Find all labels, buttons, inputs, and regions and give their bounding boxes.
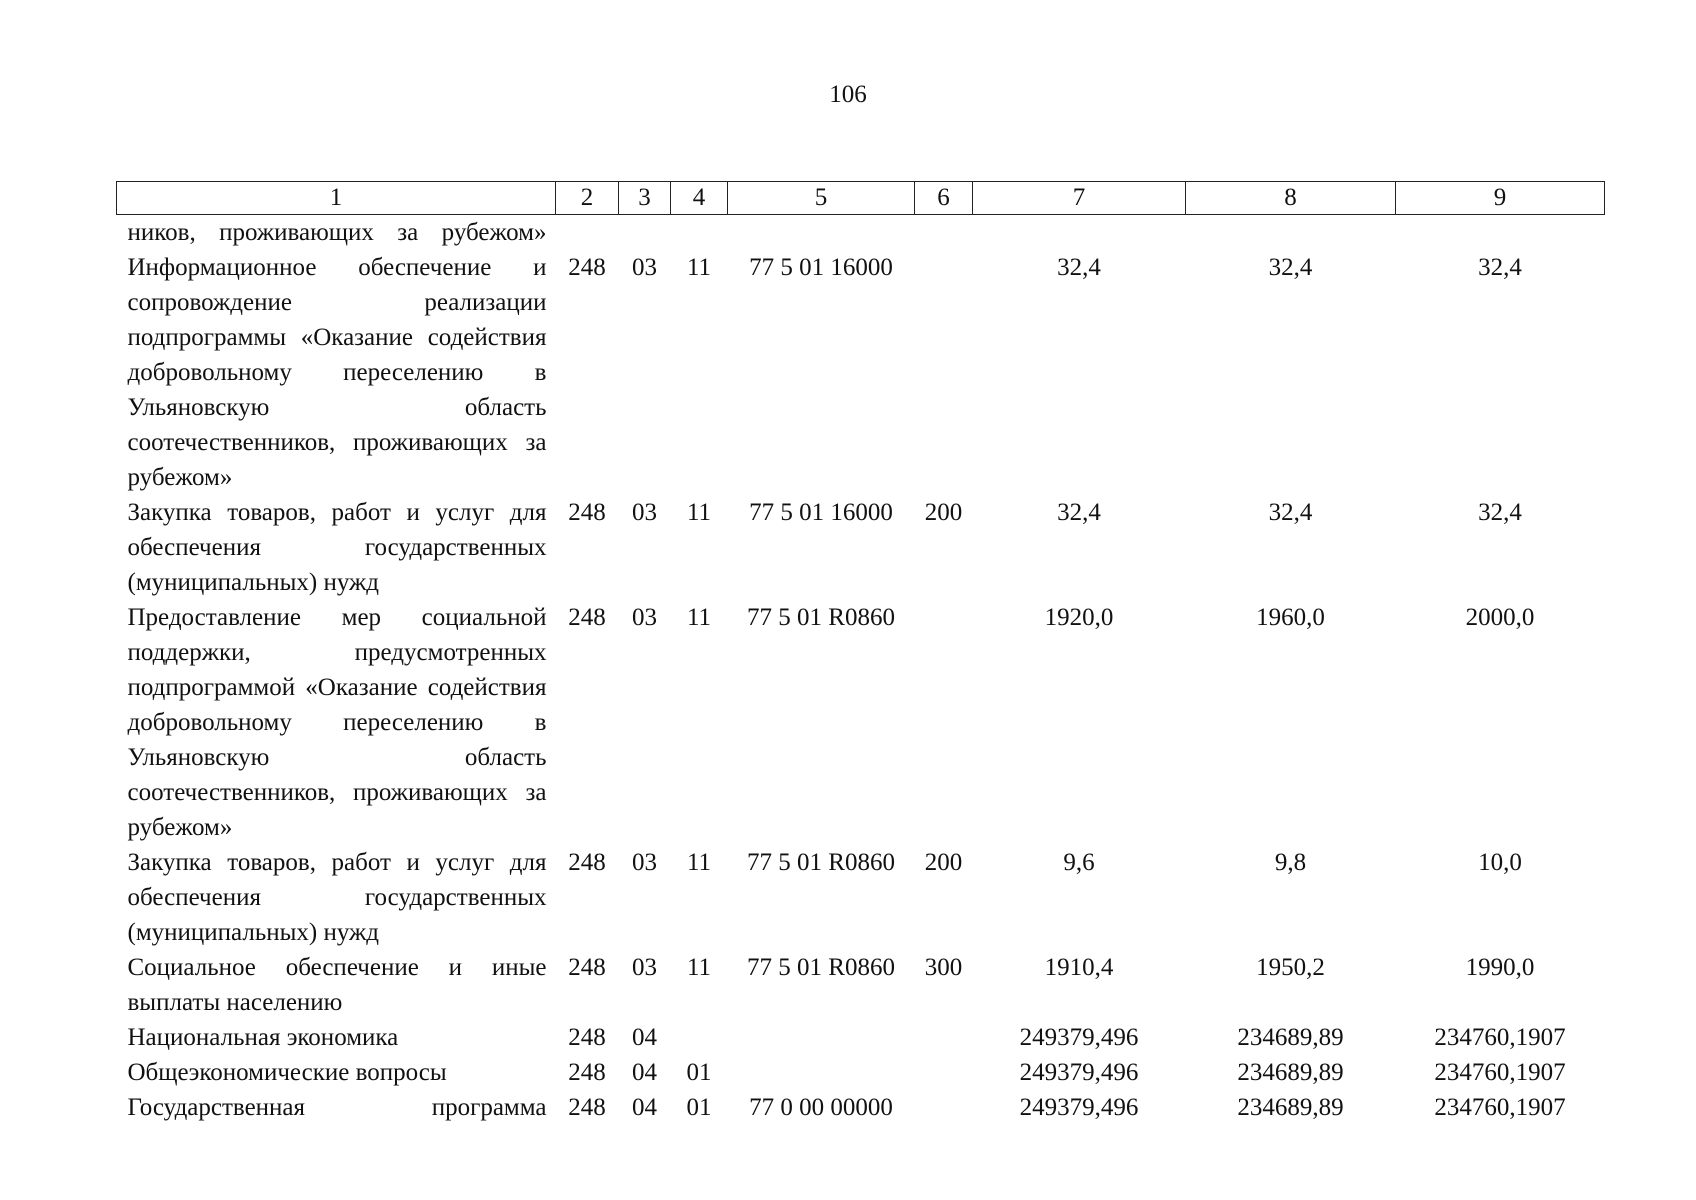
header-col-3: 3 xyxy=(619,182,671,215)
header-col-2: 2 xyxy=(556,182,619,215)
header-col-7: 7 xyxy=(973,182,1186,215)
row-ministry-code: 248 xyxy=(568,1024,606,1051)
row-name: Предоставление мер социальной поддержки, предусмотренных подпрограммой «Оказание содействия добровольному переселению в Ульяновскую область соотечественников, проживающих за рубежом» xyxy=(127,604,547,841)
row-amount-col-7: 249379,496 xyxy=(1019,1059,1139,1086)
row-ministry-code: 248 xyxy=(568,604,606,631)
row-subsection-code: 01 xyxy=(686,1059,712,1086)
row-amount-col-8: 234689,89 xyxy=(1237,1024,1344,1051)
row-amount-col-7 xyxy=(973,215,1186,251)
row-section-code: 03 xyxy=(632,604,657,631)
table-row xyxy=(117,845,1605,950)
row-amount-col-7: 249379,496 xyxy=(1019,1024,1139,1051)
row-target-article: 77 5 01 R0860 xyxy=(747,954,895,981)
table-row xyxy=(117,495,1605,600)
row-section-code: 03 xyxy=(632,849,657,876)
row-target-article: 77 5 01 16000 xyxy=(749,499,893,526)
row-target-article xyxy=(728,1020,915,1055)
row-ministry-code: 248 xyxy=(568,499,606,526)
row-subsection-code: 11 xyxy=(686,499,712,526)
row-target-article: 77 5 01 R0860 xyxy=(747,849,895,876)
row-ministry-code: 248 xyxy=(568,1059,606,1086)
row-target-article: 77 5 01 16000 xyxy=(749,254,893,281)
row-subsection-code: 01 xyxy=(686,1094,712,1121)
row-amount-col-7: 1910,4 xyxy=(1044,954,1114,981)
row-amount-col-8: 32,4 xyxy=(1268,254,1313,281)
row-name: Закупка товаров, работ и услуг для обеспечения государственных (муниципальных) нужд xyxy=(127,849,547,946)
row-amount-col-8: 1950,2 xyxy=(1256,954,1325,981)
row-section-code: 04 xyxy=(632,1094,657,1121)
row-name: Национальная экономика xyxy=(127,1024,399,1051)
row-amount-col-9: 2000,0 xyxy=(1465,604,1535,631)
header-col-8: 8 xyxy=(1186,182,1396,215)
row-expense-type xyxy=(915,1020,973,1055)
row-target-article: 77 0 00 00000 xyxy=(749,1094,893,1121)
row-amount-col-9: 234760,1907 xyxy=(1434,1059,1566,1086)
row-amount-col-8: 234689,89 xyxy=(1237,1094,1344,1121)
row-expense-type xyxy=(915,600,973,845)
row-amount-col-7: 32,4 xyxy=(1057,254,1101,281)
row-amount-col-9: 234760,1907 xyxy=(1434,1024,1566,1051)
table-header xyxy=(117,182,1605,215)
row-section-code: 03 xyxy=(632,254,657,281)
row-ministry-code: 248 xyxy=(568,254,606,281)
table-header-row xyxy=(117,182,1605,215)
row-target-article xyxy=(728,215,915,251)
row-section-code: 03 xyxy=(632,499,657,526)
table-row xyxy=(117,950,1605,1020)
row-amount-col-7: 32,4 xyxy=(1057,499,1101,526)
row-expense-type: 200 xyxy=(924,849,963,876)
row-ministry-code: 248 xyxy=(568,1094,606,1121)
row-name: Закупка товаров, работ и услуг для обеспечения государственных (муниципальных) нужд xyxy=(127,499,547,596)
row-expense-type: 200 xyxy=(924,499,963,526)
header-col-6: 6 xyxy=(915,182,973,215)
row-subsection-code xyxy=(671,215,728,251)
row-expense-type xyxy=(915,1090,973,1125)
row-section-code xyxy=(619,215,671,251)
row-name: ников, проживающих за рубежом» xyxy=(127,219,547,246)
row-amount-col-7: 1920,0 xyxy=(1044,604,1114,631)
row-amount-col-8: 1960,0 xyxy=(1256,604,1325,631)
row-amount-col-9: 32,4 xyxy=(1478,499,1522,526)
table-row xyxy=(117,1020,1605,1055)
row-expense-type xyxy=(915,215,973,251)
row-ministry-code: 248 xyxy=(568,849,606,876)
row-section-code: 04 xyxy=(632,1024,657,1051)
row-subsection-code: 11 xyxy=(686,954,712,981)
row-target-article xyxy=(728,1055,915,1090)
row-amount-col-7: 249379,496 xyxy=(1019,1094,1139,1121)
row-expense-type: 300 xyxy=(924,954,963,981)
row-amount-col-8: 9,8 xyxy=(1274,849,1307,876)
row-amount-col-9: 10,0 xyxy=(1478,849,1522,876)
row-amount-col-8: 234689,89 xyxy=(1237,1059,1344,1086)
row-subsection-code xyxy=(671,1020,728,1055)
row-amount-col-8 xyxy=(1186,215,1396,251)
row-name: Информационное обеспечение и сопровождение реализации подпрограммы «Оказание содействия добровольному переселению в Ульяновскую область соотечественников, проживающих за рубежом» xyxy=(127,254,547,491)
table-row xyxy=(117,250,1605,495)
row-expense-type xyxy=(915,250,973,495)
row-amount-col-8: 32,4 xyxy=(1268,499,1313,526)
table-row xyxy=(117,1055,1605,1090)
header-col-1: 1 xyxy=(117,182,556,215)
header-col-9: 9 xyxy=(1396,182,1605,215)
row-amount-col-9: 234760,1907 xyxy=(1434,1094,1566,1121)
row-subsection-code: 11 xyxy=(686,604,712,631)
row-ministry-code xyxy=(556,215,619,251)
table-row xyxy=(117,215,1605,251)
row-expense-type xyxy=(915,1055,973,1090)
row-section-code: 03 xyxy=(632,954,657,981)
row-target-article: 77 5 01 R0860 xyxy=(747,604,895,631)
row-name: Государственная программа xyxy=(127,1094,547,1121)
table-row xyxy=(117,1090,1605,1125)
row-amount-col-7: 9,6 xyxy=(1063,849,1095,876)
row-subsection-code: 11 xyxy=(686,254,712,281)
row-name: Социальное обеспечение и иные выплаты населению xyxy=(127,954,547,1016)
row-name: Общеэкономические вопросы xyxy=(127,1059,447,1086)
row-subsection-code: 11 xyxy=(686,849,712,876)
header-col-4: 4 xyxy=(671,182,728,215)
table-row xyxy=(117,600,1605,845)
budget-table xyxy=(116,181,1605,1125)
row-amount-col-9 xyxy=(1396,215,1605,251)
page-number: 106 xyxy=(829,81,867,108)
row-ministry-code: 248 xyxy=(568,954,606,981)
header-col-5: 5 xyxy=(728,182,915,215)
row-amount-col-9: 1990,0 xyxy=(1465,954,1535,981)
table-body xyxy=(117,215,1605,1126)
row-section-code: 04 xyxy=(632,1059,657,1086)
row-amount-col-9: 32,4 xyxy=(1478,254,1522,281)
